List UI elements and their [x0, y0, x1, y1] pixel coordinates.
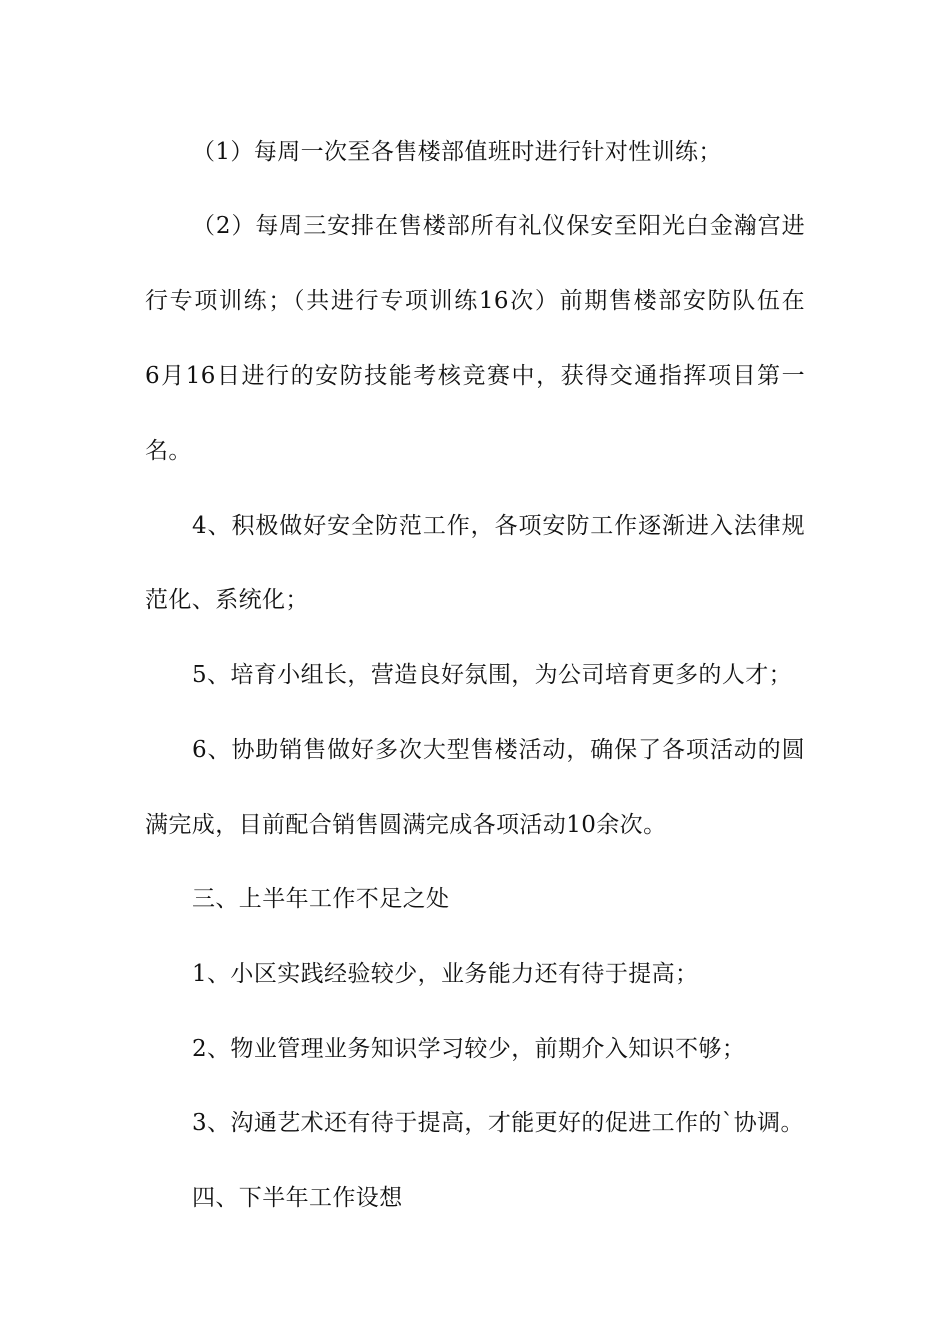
- text-line: 5、培育小组长，营造良好氛围，为公司培育更多的人才；: [192, 662, 793, 688]
- section-heading: 三、上半年工作不足之处: [192, 886, 450, 912]
- text-line: 满完成，目前配合销售圆满完成各项活动10余次。: [145, 812, 667, 838]
- text-line: 行专项训练；（共进行专项训练16次）前期售楼部安防队伍在: [145, 288, 805, 314]
- text-line: （2）每周三安排在售楼部所有礼仪保安至阳光白金瀚宫进: [192, 213, 805, 239]
- text-line: 名。: [145, 438, 192, 464]
- text-line: 2、物业管理业务知识学习较少，前期介入知识不够；: [192, 1036, 746, 1062]
- text-line: 3、沟通艺术还有待于提高，才能更好的促进工作的`协调。: [192, 1110, 804, 1136]
- text-line: 范化、系统化；: [145, 587, 309, 613]
- text-line: 6、协助销售做好多次大型售楼活动，确保了各项活动的圆: [192, 737, 805, 763]
- text-line: 1、小区实践经验较少，业务能力还有待于提高；: [192, 961, 699, 987]
- section-heading: 四、下半年工作设想: [192, 1185, 403, 1211]
- text-line: （1）每周一次至各售楼部值班时进行针对性训练；: [192, 139, 722, 165]
- text-line: 4、积极做好安全防范工作，各项安防工作逐渐进入法律规: [192, 513, 805, 539]
- text-line: 6月16日进行的安防技能考核竞赛中，获得交通指挥项目第一: [145, 363, 805, 389]
